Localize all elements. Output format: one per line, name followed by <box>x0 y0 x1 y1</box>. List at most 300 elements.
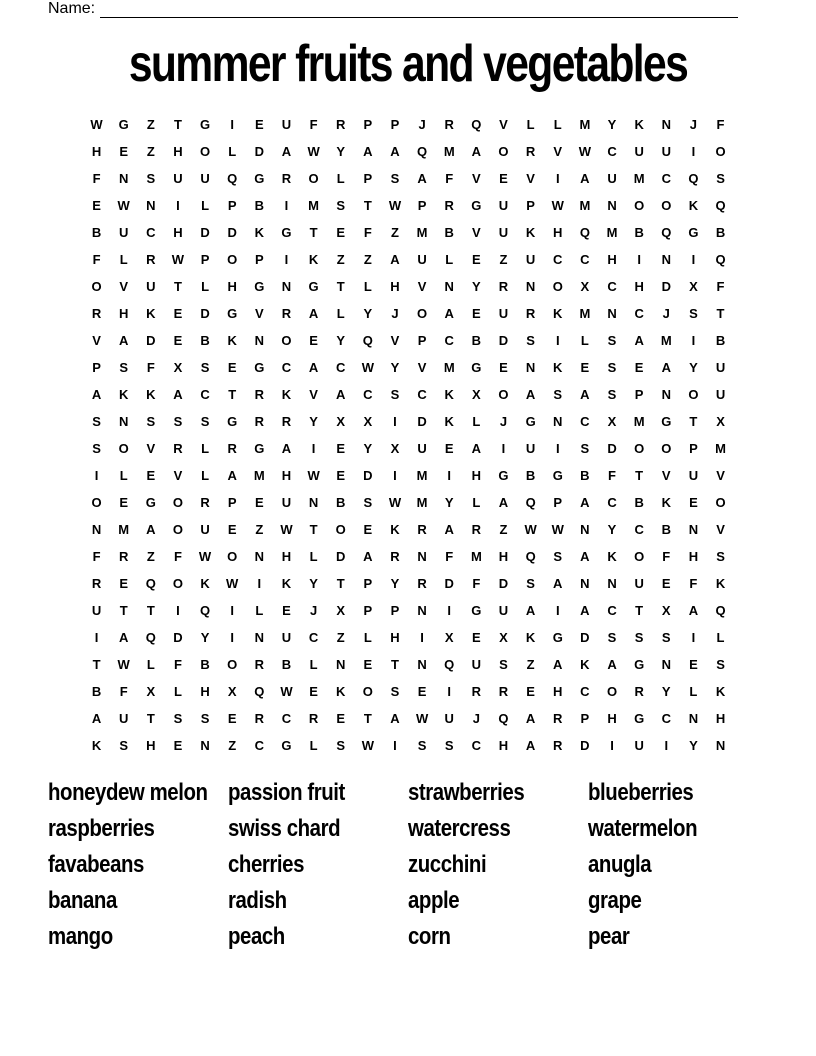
grid-letter[interactable]: T <box>92 657 101 672</box>
grid-letter[interactable]: P <box>200 252 210 267</box>
grid-letter[interactable]: U <box>498 603 509 618</box>
grid-letter[interactable]: G <box>498 468 509 483</box>
grid-letter[interactable]: X <box>580 279 590 294</box>
grid-letter[interactable]: L <box>363 630 372 645</box>
grid-letter[interactable]: M <box>633 171 645 186</box>
grid-letter[interactable]: K <box>146 306 156 321</box>
grid-letter[interactable]: K <box>715 684 726 699</box>
grid-letter[interactable]: S <box>607 387 617 402</box>
grid-letter[interactable]: F <box>119 684 128 699</box>
word-search-grid[interactable] <box>83 111 734 759</box>
grid-letter[interactable]: L <box>173 684 182 699</box>
grid-letter[interactable]: Q <box>362 333 373 348</box>
grid-letter[interactable]: U <box>281 630 292 645</box>
grid-letter[interactable]: X <box>173 360 183 375</box>
grid-letter[interactable]: U <box>661 144 671 159</box>
grid-letter[interactable]: N <box>118 414 129 429</box>
grid-letter[interactable]: E <box>254 495 264 510</box>
grid-letter[interactable]: H <box>715 711 726 726</box>
grid-letter[interactable]: F <box>445 171 454 186</box>
grid-letter[interactable]: T <box>228 387 237 402</box>
grid-letter[interactable]: X <box>227 684 237 699</box>
grid-letter[interactable]: O <box>172 522 183 537</box>
grid-letter[interactable]: N <box>200 738 210 753</box>
grid-letter[interactable]: U <box>634 576 644 591</box>
grid-letter[interactable]: F <box>173 657 182 672</box>
grid-letter[interactable]: E <box>336 711 346 726</box>
grid-letter[interactable]: A <box>634 333 644 348</box>
grid-letter[interactable]: K <box>661 495 671 510</box>
grid-letter[interactable]: U <box>688 468 699 483</box>
grid-letter[interactable]: A <box>525 738 536 753</box>
grid-letter[interactable]: Y <box>390 360 400 375</box>
grid-letter[interactable]: Q <box>579 225 590 240</box>
grid-letter[interactable]: B <box>525 468 536 483</box>
grid-letter[interactable]: H <box>688 549 699 564</box>
grid-letter[interactable]: N <box>281 279 292 294</box>
grid-letter[interactable]: I <box>230 630 234 645</box>
grid-letter[interactable]: J <box>309 603 318 618</box>
grid-letter[interactable]: C <box>281 360 292 375</box>
grid-letter[interactable]: O <box>715 144 726 159</box>
grid-letter[interactable]: Z <box>499 252 508 267</box>
grid-letter[interactable]: I <box>230 603 234 618</box>
grid-letter[interactable]: S <box>607 360 617 375</box>
grid-letter[interactable]: B <box>336 495 346 510</box>
grid-letter[interactable]: E <box>363 657 373 672</box>
grid-letter[interactable]: L <box>689 684 698 699</box>
grid-letter[interactable]: K <box>200 576 210 591</box>
grid-letter[interactable]: S <box>200 414 210 429</box>
grid-letter[interactable]: W <box>226 576 239 591</box>
grid-letter[interactable]: E <box>634 360 644 375</box>
grid-letter[interactable]: V <box>119 279 128 294</box>
grid-letter[interactable]: G <box>471 603 482 618</box>
grid-letter[interactable]: O <box>172 576 183 591</box>
grid-letter[interactable]: W <box>551 522 564 537</box>
grid-letter[interactable]: R <box>281 171 292 186</box>
grid-letter[interactable]: H <box>607 252 617 267</box>
grid-letter[interactable]: I <box>691 630 696 645</box>
grid-letter[interactable]: A <box>417 171 427 186</box>
grid-letter[interactable]: O <box>362 684 373 699</box>
grid-letter[interactable]: O <box>661 441 672 456</box>
grid-letter[interactable]: A <box>173 387 183 402</box>
grid-letter[interactable]: S <box>417 738 427 753</box>
grid-letter[interactable]: A <box>336 387 346 402</box>
grid-letter[interactable]: S <box>390 684 400 699</box>
grid-letter[interactable]: N <box>525 360 536 375</box>
grid-letter[interactable]: G <box>634 657 645 672</box>
grid-letter[interactable]: D <box>498 576 509 591</box>
name-field[interactable] <box>48 0 738 18</box>
grid-letter[interactable]: Y <box>336 144 346 159</box>
grid-letter[interactable]: S <box>580 441 590 456</box>
grid-letter[interactable]: U <box>173 171 183 186</box>
grid-letter[interactable]: C <box>661 711 671 726</box>
grid-letter[interactable]: F <box>445 549 454 564</box>
grid-letter[interactable]: Y <box>444 495 454 510</box>
grid-letter[interactable]: X <box>390 441 400 456</box>
grid-letter[interactable]: K <box>281 576 292 591</box>
grid-letter[interactable]: W <box>361 360 374 375</box>
grid-letter[interactable]: F <box>363 225 372 240</box>
grid-letter[interactable]: I <box>555 441 560 456</box>
grid-letter[interactable]: E <box>119 144 128 159</box>
grid-letter[interactable]: H <box>118 306 129 321</box>
grid-letter[interactable]: N <box>254 549 264 564</box>
grid-letter[interactable]: G <box>281 738 292 753</box>
grid-letter[interactable]: M <box>253 468 265 483</box>
grid-letter[interactable]: O <box>118 441 129 456</box>
grid-letter[interactable]: D <box>607 441 617 456</box>
grid-letter[interactable]: A <box>118 630 129 645</box>
grid-letter[interactable]: K <box>444 387 454 402</box>
grid-letter[interactable]: Y <box>200 630 210 645</box>
grid-letter[interactable]: A <box>580 171 590 186</box>
grid-letter[interactable]: Q <box>715 252 726 267</box>
grid-letter[interactable]: N <box>254 630 264 645</box>
grid-letter[interactable]: G <box>145 495 156 510</box>
grid-letter[interactable]: U <box>91 603 102 618</box>
grid-letter[interactable]: N <box>444 279 454 294</box>
grid-letter[interactable]: A <box>607 657 617 672</box>
grid-letter[interactable]: T <box>635 468 644 483</box>
grid-letter[interactable]: N <box>417 603 427 618</box>
grid-letter[interactable]: K <box>91 738 102 753</box>
grid-letter[interactable]: P <box>363 117 373 132</box>
grid-letter[interactable]: Y <box>363 306 373 321</box>
grid-letter[interactable]: I <box>420 630 424 645</box>
grid-letter[interactable]: G <box>471 360 482 375</box>
grid-letter[interactable]: S <box>634 630 644 645</box>
grid-letter[interactable]: B <box>200 333 210 348</box>
grid-letter[interactable]: H <box>634 279 644 294</box>
grid-letter[interactable]: E <box>119 576 128 591</box>
grid-letter[interactable]: O <box>417 306 428 321</box>
grid-letter[interactable]: U <box>498 198 509 213</box>
grid-letter[interactable]: T <box>363 711 372 726</box>
grid-letter[interactable]: B <box>634 225 644 240</box>
grid-letter[interactable]: S <box>200 711 210 726</box>
grid-letter[interactable]: X <box>716 414 725 429</box>
grid-letter[interactable]: I <box>555 171 560 186</box>
grid-letter[interactable]: T <box>716 306 725 321</box>
grid-letter[interactable]: M <box>443 360 455 375</box>
grid-letter[interactable]: T <box>390 657 399 672</box>
grid-letter[interactable]: X <box>607 414 617 429</box>
grid-letter[interactable]: S <box>336 198 346 213</box>
grid-letter[interactable]: R <box>281 414 292 429</box>
grid-letter[interactable]: V <box>417 360 427 375</box>
grid-letter[interactable]: B <box>254 198 264 213</box>
grid-letter[interactable]: C <box>308 630 319 645</box>
grid-letter[interactable]: H <box>91 144 102 159</box>
grid-letter[interactable]: M <box>579 306 591 321</box>
grid-letter[interactable]: B <box>91 225 102 240</box>
grid-letter[interactable]: S <box>390 387 400 402</box>
grid-letter[interactable]: J <box>689 117 698 132</box>
grid-letter[interactable]: M <box>416 225 428 240</box>
grid-letter[interactable]: W <box>280 684 293 699</box>
grid-letter[interactable]: U <box>200 522 210 537</box>
grid-letter[interactable]: I <box>447 468 452 483</box>
grid-letter[interactable]: U <box>118 225 129 240</box>
grid-letter[interactable]: P <box>417 333 427 348</box>
grid-letter[interactable]: A <box>471 441 482 456</box>
grid-letter[interactable]: E <box>472 630 481 645</box>
grid-letter[interactable]: M <box>443 144 455 159</box>
grid-letter[interactable]: N <box>580 522 590 537</box>
grid-letter[interactable]: S <box>526 576 535 591</box>
grid-letter[interactable]: T <box>309 225 318 240</box>
grid-letter[interactable]: A <box>363 549 373 564</box>
grid-letter[interactable]: A <box>525 603 536 618</box>
grid-letter[interactable]: H <box>390 279 400 294</box>
grid-letter[interactable]: F <box>92 549 101 564</box>
grid-letter[interactable]: R <box>254 387 264 402</box>
grid-letter[interactable]: L <box>309 657 318 672</box>
grid-letter[interactable]: R <box>444 198 454 213</box>
grid-letter[interactable]: A <box>390 144 400 159</box>
grid-letter[interactable]: E <box>309 333 318 348</box>
grid-letter[interactable]: P <box>227 198 237 213</box>
grid-letter[interactable]: N <box>146 198 156 213</box>
grid-letter[interactable]: B <box>91 684 102 699</box>
grid-letter[interactable]: N <box>254 333 264 348</box>
grid-letter[interactable]: C <box>363 387 373 402</box>
grid-letter[interactable]: A <box>390 711 400 726</box>
grid-letter[interactable]: H <box>227 279 237 294</box>
grid-letter[interactable]: F <box>146 360 155 375</box>
grid-letter[interactable]: R <box>390 549 400 564</box>
grid-letter[interactable]: N <box>688 711 699 726</box>
grid-letter[interactable]: A <box>688 603 699 618</box>
grid-letter[interactable]: T <box>309 522 318 537</box>
grid-letter[interactable]: C <box>471 738 482 753</box>
grid-letter[interactable]: R <box>281 306 292 321</box>
grid-letter[interactable]: E <box>336 468 346 483</box>
grid-letter[interactable]: L <box>228 144 237 159</box>
grid-letter[interactable]: Z <box>499 522 508 537</box>
grid-letter[interactable]: X <box>444 630 454 645</box>
grid-letter[interactable]: R <box>254 657 264 672</box>
grid-letter[interactable]: N <box>336 657 346 672</box>
grid-letter[interactable]: V <box>499 117 508 132</box>
grid-letter[interactable]: A <box>308 360 319 375</box>
grid-letter[interactable]: T <box>363 198 372 213</box>
grid-letter[interactable]: V <box>254 306 264 321</box>
grid-letter[interactable]: G <box>254 171 265 186</box>
grid-letter[interactable]: A <box>553 576 563 591</box>
grid-letter[interactable]: F <box>716 279 725 294</box>
grid-letter[interactable]: S <box>716 171 725 186</box>
grid-letter[interactable]: V <box>309 387 318 402</box>
grid-letter[interactable]: I <box>94 468 99 483</box>
grid-letter[interactable]: G <box>281 225 292 240</box>
grid-letter[interactable]: P <box>227 495 237 510</box>
grid-letter[interactable]: S <box>92 441 101 456</box>
grid-letter[interactable]: H <box>498 549 509 564</box>
grid-letter[interactable]: P <box>363 171 373 186</box>
grid-letter[interactable]: X <box>363 414 373 429</box>
grid-letter[interactable]: E <box>363 522 373 537</box>
grid-letter[interactable]: S <box>607 333 617 348</box>
grid-letter[interactable]: L <box>201 468 210 483</box>
grid-letter[interactable]: E <box>472 306 481 321</box>
grid-letter[interactable]: L <box>119 252 128 267</box>
grid-letter[interactable]: K <box>227 333 237 348</box>
grid-letter[interactable]: Y <box>689 738 698 753</box>
grid-letter[interactable]: J <box>499 414 508 429</box>
grid-letter[interactable]: A <box>661 360 671 375</box>
grid-letter[interactable]: T <box>146 711 155 726</box>
grid-letter[interactable]: V <box>92 333 101 348</box>
grid-letter[interactable]: A <box>525 387 536 402</box>
grid-letter[interactable]: S <box>444 738 454 753</box>
grid-letter[interactable]: T <box>635 603 644 618</box>
grid-letter[interactable]: L <box>526 117 535 132</box>
grid-letter[interactable]: U <box>417 441 427 456</box>
grid-letter[interactable]: C <box>254 738 264 753</box>
grid-letter[interactable]: R <box>471 684 482 699</box>
grid-letter[interactable]: V <box>417 279 427 294</box>
grid-letter[interactable]: M <box>660 333 672 348</box>
grid-letter[interactable]: Y <box>390 576 400 591</box>
grid-letter[interactable]: H <box>281 549 292 564</box>
grid-letter[interactable]: N <box>715 738 726 753</box>
grid-letter[interactable]: B <box>715 225 726 240</box>
grid-letter[interactable]: E <box>499 171 508 186</box>
grid-letter[interactable]: K <box>336 684 346 699</box>
grid-letter[interactable]: E <box>254 117 264 132</box>
grid-letter[interactable]: V <box>472 225 481 240</box>
grid-letter[interactable]: G <box>227 306 238 321</box>
grid-letter[interactable]: E <box>173 306 183 321</box>
grid-letter[interactable]: V <box>472 171 481 186</box>
grid-letter[interactable]: C <box>607 279 617 294</box>
grid-letter[interactable]: E <box>227 522 237 537</box>
grid-letter[interactable]: U <box>281 117 292 132</box>
grid-letter[interactable]: I <box>257 576 262 591</box>
grid-letter[interactable]: N <box>607 198 617 213</box>
grid-letter[interactable]: W <box>117 657 130 672</box>
grid-letter[interactable]: H <box>553 684 563 699</box>
grid-letter[interactable]: O <box>335 522 346 537</box>
grid-letter[interactable]: D <box>146 333 156 348</box>
grid-letter[interactable]: G <box>200 117 211 132</box>
grid-letter[interactable]: S <box>716 549 725 564</box>
grid-letter[interactable]: J <box>418 117 426 132</box>
grid-letter[interactable]: O <box>606 684 618 699</box>
grid-letter[interactable]: W <box>307 144 320 159</box>
grid-letter[interactable]: I <box>393 738 397 753</box>
grid-letter[interactable]: K <box>688 198 699 213</box>
grid-letter[interactable]: A <box>444 306 454 321</box>
grid-letter[interactable]: E <box>282 603 291 618</box>
grid-letter[interactable]: I <box>393 468 397 483</box>
grid-letter[interactable]: E <box>472 252 481 267</box>
grid-letter[interactable]: I <box>284 252 289 267</box>
grid-letter[interactable]: I <box>230 117 234 132</box>
grid-letter[interactable]: V <box>716 468 725 483</box>
grid-letter[interactable]: U <box>444 711 454 726</box>
grid-letter[interactable]: F <box>689 576 698 591</box>
grid-letter[interactable]: E <box>227 711 237 726</box>
grid-letter[interactable]: X <box>689 279 698 294</box>
grid-letter[interactable]: L <box>146 657 155 672</box>
grid-letter[interactable]: Q <box>145 576 156 591</box>
grid-letter[interactable]: Z <box>228 738 237 753</box>
grid-letter[interactable]: W <box>307 468 320 483</box>
grid-letter[interactable]: U <box>525 252 536 267</box>
grid-letter[interactable]: D <box>336 549 346 564</box>
grid-letter[interactable]: F <box>608 468 616 483</box>
grid-letter[interactable]: R <box>118 549 129 564</box>
grid-letter[interactable]: A <box>281 441 292 456</box>
grid-letter[interactable]: H <box>173 144 183 159</box>
grid-letter[interactable]: H <box>390 630 400 645</box>
grid-letter[interactable]: X <box>499 630 508 645</box>
grid-letter[interactable]: N <box>688 522 699 537</box>
grid-letter[interactable]: R <box>173 441 183 456</box>
grid-letter[interactable]: A <box>91 711 102 726</box>
grid-letter[interactable]: R <box>254 414 264 429</box>
grid-letter[interactable]: K <box>146 387 156 402</box>
grid-letter[interactable]: L <box>309 549 318 564</box>
grid-letter[interactable]: I <box>691 144 696 159</box>
grid-letter[interactable]: C <box>200 387 210 402</box>
grid-letter[interactable]: M <box>118 522 130 537</box>
grid-letter[interactable]: O <box>661 198 672 213</box>
grid-letter[interactable]: C <box>553 252 563 267</box>
grid-letter[interactable]: O <box>308 171 319 186</box>
grid-letter[interactable]: E <box>309 684 318 699</box>
grid-letter[interactable]: M <box>416 495 428 510</box>
grid-letter[interactable]: K <box>580 657 590 672</box>
grid-letter[interactable]: F <box>173 549 182 564</box>
grid-letter[interactable]: A <box>227 468 237 483</box>
grid-letter[interactable]: B <box>471 333 482 348</box>
grid-letter[interactable]: S <box>526 333 535 348</box>
grid-letter[interactable]: V <box>716 522 725 537</box>
grid-letter[interactable]: D <box>227 225 237 240</box>
grid-letter[interactable]: U <box>281 495 292 510</box>
grid-letter[interactable]: L <box>255 603 264 618</box>
grid-letter[interactable]: C <box>336 360 346 375</box>
grid-letter[interactable]: H <box>281 468 292 483</box>
grid-letter[interactable]: S <box>390 171 400 186</box>
grid-letter[interactable]: N <box>91 522 102 537</box>
grid-letter[interactable]: G <box>525 414 536 429</box>
grid-letter[interactable]: Z <box>146 117 155 132</box>
name-underline[interactable] <box>100 3 738 18</box>
grid-letter[interactable]: E <box>417 684 427 699</box>
grid-letter[interactable]: I <box>555 603 560 618</box>
grid-letter[interactable]: N <box>661 252 671 267</box>
grid-letter[interactable]: E <box>661 576 671 591</box>
grid-letter[interactable]: D <box>580 630 590 645</box>
grid-letter[interactable]: A <box>553 657 563 672</box>
grid-letter[interactable]: P <box>92 360 101 375</box>
grid-letter[interactable]: L <box>201 441 210 456</box>
grid-letter[interactable]: S <box>92 414 101 429</box>
grid-letter[interactable]: C <box>607 495 617 510</box>
grid-letter[interactable]: W <box>361 738 374 753</box>
grid-letter[interactable]: W <box>90 117 103 132</box>
grid-letter[interactable]: V <box>661 468 671 483</box>
grid-letter[interactable]: Q <box>715 603 726 618</box>
